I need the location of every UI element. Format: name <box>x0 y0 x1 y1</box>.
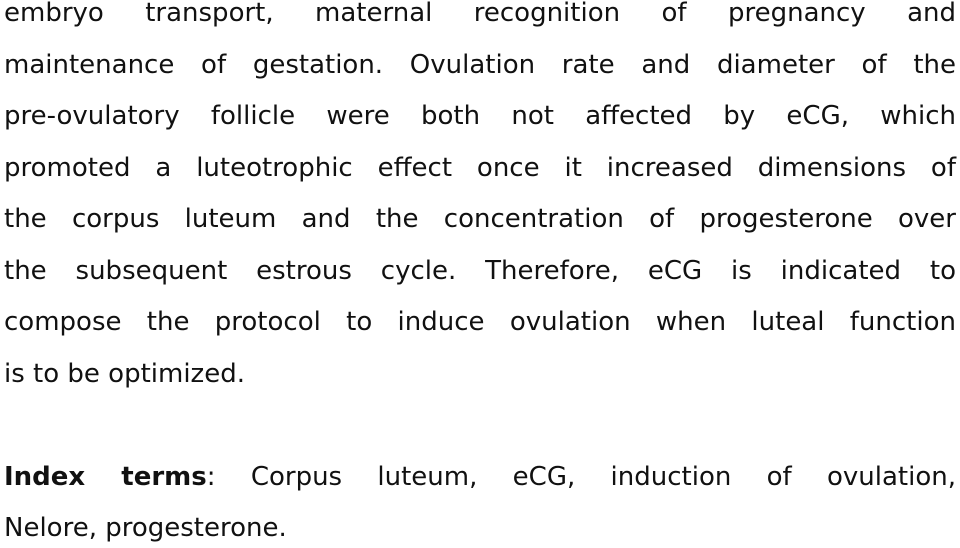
abstract-line-4: promoted a luteotrophic effect once it increased dimensions of <box>4 153 956 183</box>
index-terms-text: : Corpus luteum, eCG, induction of ovulation, <box>206 462 956 492</box>
index-terms-line-2: Nelore, progesterone. <box>4 513 287 543</box>
abstract-line-6: the subsequent estrous cycle. Therefore, eCG is indicated to <box>4 256 956 286</box>
index-terms-label: Index terms <box>4 462 207 492</box>
abstract-line-3: pre-ovulatory follicle were both not affected by eCG, which <box>4 101 956 131</box>
abstract-line-5: the corpus luteum and the concentration of progesterone over <box>4 204 956 234</box>
index-terms-line-1 <box>4 457 956 497</box>
abstract-line-7: compose the protocol to induce ovulation when luteal function <box>4 307 956 337</box>
abstract-line-8: is to be optimized. <box>4 359 245 389</box>
abstract-line-2: maintenance of gestation. Ovulation rate and diameter of the <box>4 50 956 80</box>
abstract-line-1: embryo transport, maternal recognition of pregnancy and <box>4 0 956 28</box>
